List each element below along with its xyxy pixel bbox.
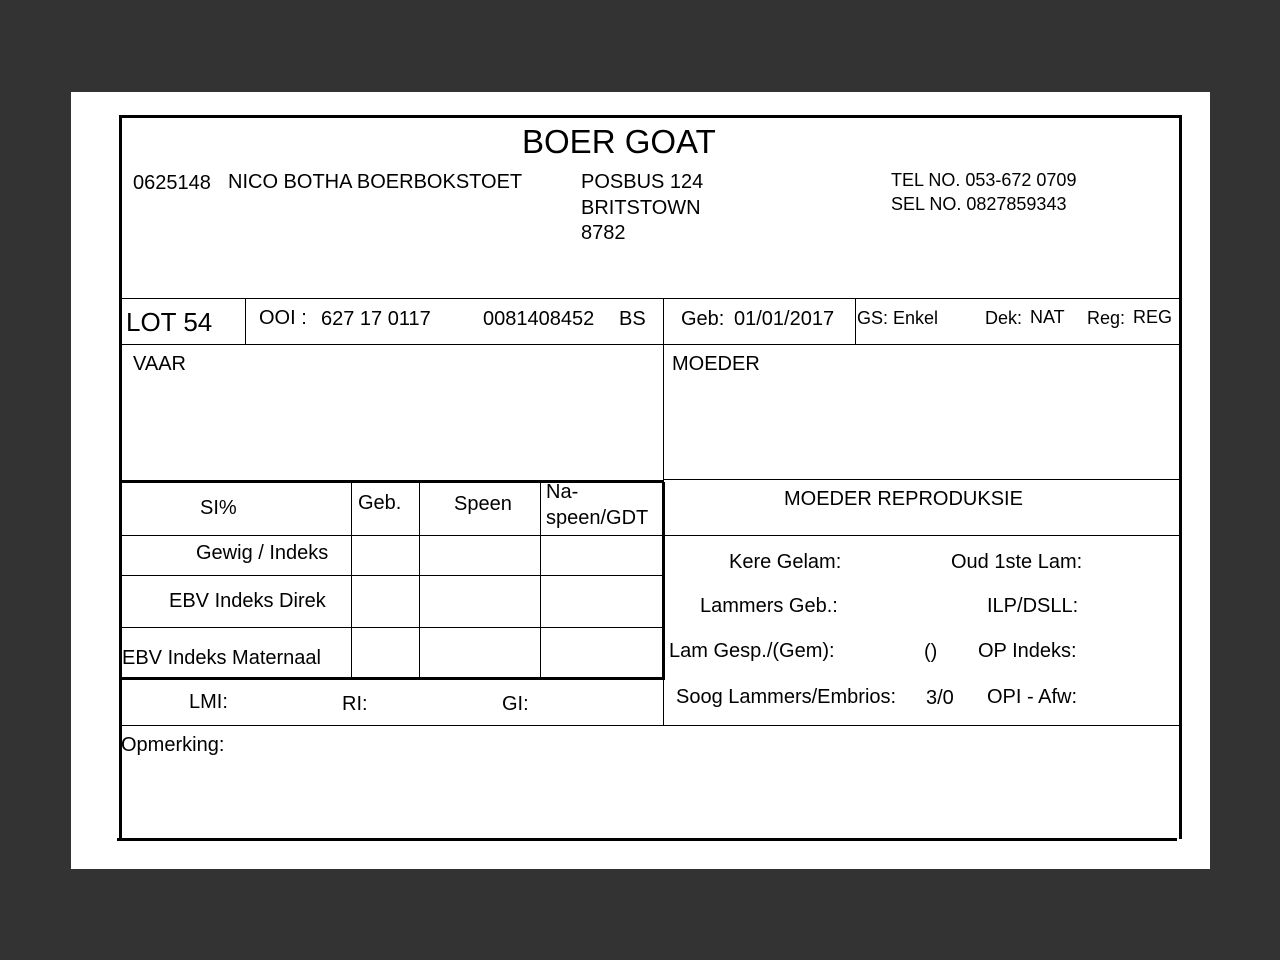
op-indeks-label: OP Indeks: bbox=[978, 640, 1077, 662]
geb-value: 01/01/2017 bbox=[734, 308, 835, 330]
address-line-2: BRITSTOWN bbox=[581, 197, 701, 219]
vline-si-3 bbox=[540, 482, 541, 678]
speen-header: Speen bbox=[454, 493, 512, 515]
divider-header bbox=[119, 298, 1179, 299]
vline-lot bbox=[245, 298, 246, 344]
frame-right bbox=[1179, 115, 1182, 839]
naspeen-header-line-1: Na- bbox=[546, 481, 579, 503]
ri-label: RI: bbox=[342, 693, 368, 715]
gi-label: GI: bbox=[502, 693, 529, 715]
reg-value: REG bbox=[1133, 307, 1173, 327]
vline-si-2 bbox=[419, 482, 420, 678]
divider-row1 bbox=[119, 575, 664, 576]
reg-label: Reg: bbox=[1087, 308, 1126, 328]
ooi-value: 627 17 0117 bbox=[321, 308, 431, 330]
opi-afw-label: OPI - Afw: bbox=[987, 686, 1078, 708]
row-gewig-indeks: Gewig / Indeks bbox=[196, 542, 329, 564]
dek-label: Dek: bbox=[985, 308, 1023, 328]
lam-gesp-value: () bbox=[924, 641, 938, 663]
geb-label: Geb: bbox=[681, 308, 725, 330]
divider-si-header bbox=[119, 535, 1179, 536]
dek-value: NAT bbox=[1030, 307, 1065, 327]
geb-header: Geb. bbox=[358, 492, 402, 514]
lot-number: LOT 54 bbox=[126, 307, 213, 337]
ooi-label: OOI : bbox=[259, 307, 307, 329]
registration-number: 0081408452 bbox=[483, 308, 595, 330]
tel-number: TEL NO. 053-672 0709 bbox=[891, 170, 1077, 190]
frame-left bbox=[119, 115, 122, 839]
vline-si-1 bbox=[351, 482, 352, 678]
soog-value: 3/0 bbox=[926, 687, 954, 709]
oud-1ste-lam-label: Oud 1ste Lam: bbox=[951, 551, 1083, 573]
moeder-label: MOEDER bbox=[672, 353, 760, 375]
soog-label: Soog Lammers/Embrios: bbox=[676, 686, 897, 708]
title: BOER GOAT bbox=[522, 123, 716, 160]
divider-lot bbox=[119, 344, 1179, 345]
divider-si-bottom bbox=[119, 677, 664, 680]
frame-bottom bbox=[117, 838, 1177, 841]
gs-value: GS: Enkel bbox=[857, 308, 939, 328]
row-ebv-maternaal: EBV Indeks Maternaal bbox=[122, 647, 321, 669]
frame-top bbox=[119, 115, 1182, 118]
sel-number: SEL NO. 0827859343 bbox=[891, 194, 1067, 214]
divider-parents-left bbox=[119, 480, 664, 483]
lmi-label: LMI: bbox=[189, 691, 228, 713]
kere-gelam-label: Kere Gelam: bbox=[729, 551, 842, 573]
lam-gesp-label: Lam Gesp./(Gem): bbox=[669, 640, 835, 662]
address-line-1: POSBUS 124 bbox=[581, 171, 704, 193]
si-header: SI% bbox=[200, 497, 237, 519]
divider-remarks bbox=[119, 725, 1179, 726]
naspeen-header-line-2: speen/GDT bbox=[546, 507, 649, 529]
breeder-id: 0625148 bbox=[133, 172, 211, 194]
divider-parents-right bbox=[664, 479, 1179, 480]
breeder-name: NICO BOTHA BOERBOKSTOET bbox=[228, 171, 523, 193]
vline-si-right bbox=[662, 482, 665, 680]
vline-geb bbox=[855, 298, 856, 344]
remarks-label: Opmerking: bbox=[121, 734, 225, 756]
ilp-dsll-label: ILP/DSLL: bbox=[987, 595, 1079, 617]
divider-row2 bbox=[119, 627, 664, 628]
vaar-label: VAAR bbox=[133, 353, 186, 375]
row-ebv-direk: EBV Indeks Direk bbox=[169, 590, 326, 612]
reproduction-title: MOEDER REPRODUKSIE bbox=[784, 488, 1023, 510]
lammers-geb-label: Lammers Geb.: bbox=[700, 595, 838, 617]
bs-code: BS bbox=[619, 308, 646, 330]
address-line-3: 8782 bbox=[581, 222, 626, 244]
